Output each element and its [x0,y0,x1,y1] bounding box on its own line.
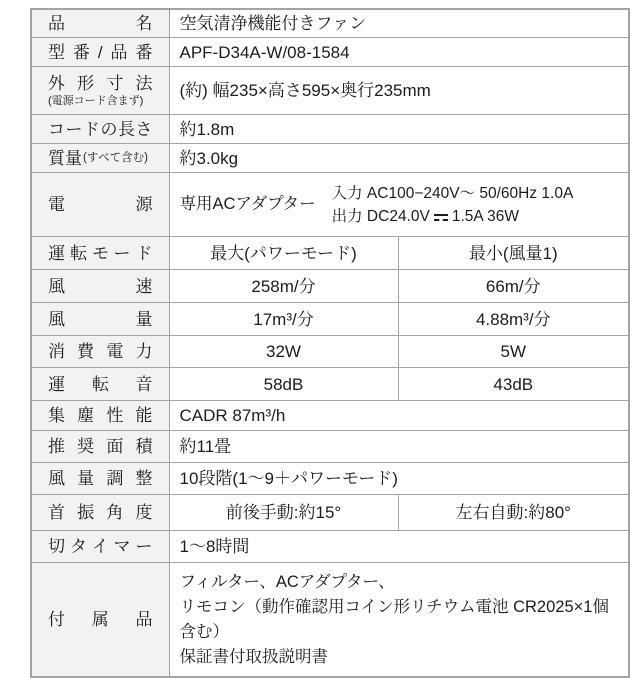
row-value-horizontal: 左右自動:約80° [398,495,629,531]
power-spec [180,180,619,231]
power-input-line: 入力 AC100−240V～ 50/60Hz 1.0A [331,184,574,202]
power-adapter-text: 専用ACアダプター [179,195,316,214]
row-label [31,9,169,38]
row-label [31,237,169,270]
row-value: 10段階(1～9＋パワーモード) [169,463,629,495]
row-value-max: 17m³/分 [169,303,398,336]
row-label [31,431,169,463]
dc-symbol-icon [434,214,448,222]
row-label [31,368,169,401]
row-label [31,303,169,336]
row-dust-collection [31,401,629,431]
row-value-max: 58dB [169,368,398,401]
row-label-text: 付属品 [48,610,153,630]
row-value: CADR 87m³/h [169,401,629,431]
accessories-line: リモコン（動作確認用コイン形リチウム電池 CR2025×1個含む） [179,598,609,641]
row-label [31,336,169,368]
accessories-list [180,566,619,673]
row-label-text: 質量 [48,148,82,168]
row-value: 約1.8m [169,115,629,144]
power-output-prefix: 出力 DC24.0V [331,207,430,225]
row-label-text: 風量 [48,309,153,329]
row-value: (約) 幅235×高さ595×奥行235mm [169,67,629,115]
row-air-volume [31,303,629,336]
row-label [31,495,169,531]
row-label-text: 外形寸法 [48,73,153,93]
row-weight [31,144,629,173]
row-value [169,563,629,678]
power-output-suffix: 1.5A 36W [451,207,520,225]
row-value: 空気清浄機能付きファン [169,9,629,38]
row-label [31,463,169,495]
row-value: 1～8時間 [169,531,629,563]
row-label-text: 品名 [48,14,153,33]
row-value: 約11畳 [169,431,629,463]
row-value-vertical: 前後手動:約15° [169,495,398,531]
row-off-timer [31,531,629,563]
row-label [31,38,169,67]
spec-sheet [30,8,630,678]
row-value: 約3.0kg [169,144,629,173]
row-wind-speed [31,270,629,303]
row-recommended-area [31,431,629,463]
row-label-text: 風速 [48,276,153,296]
row-label-note: (電源コード含まず) [48,95,144,107]
row-label-text: 風量調整 [48,469,153,489]
row-value [169,173,629,237]
row-dimensions [31,67,629,115]
row-operation-mode [31,237,629,270]
power-output-line [332,205,574,228]
row-value-min: 5W [398,336,629,368]
row-label-text: 切タイマー [48,537,153,557]
row-label [31,401,169,431]
row-value: APF-D34A-W/08-1584 [169,38,629,67]
row-label-text: 運転モード [48,243,153,263]
row-label-text: 型番/品番 [48,42,153,62]
row-value-min: 最小(風量1) [398,237,629,270]
row-label [31,270,169,303]
row-value-max: 最大(パワーモード) [169,237,398,270]
row-label-text: コードの長さ [48,119,153,139]
accessories-line: フィルター、ACアダプター、 [179,573,395,592]
row-label [31,115,169,144]
row-label-text: 運転音 [48,374,153,394]
row-label-note: (すべて含む) [83,152,148,165]
row-label-text: 消費電力 [48,342,153,362]
row-label-text: 推奨面積 [48,437,153,457]
row-label [31,531,169,563]
row-product-name [31,9,629,38]
row-oscillation-angle [31,495,629,531]
row-label-group [48,148,153,169]
row-power-consumption [31,336,629,368]
row-label-text: 首振角度 [48,503,153,523]
row-power-supply [31,173,629,237]
row-accessories [31,563,629,678]
row-operating-noise [31,368,629,401]
row-model-number [31,38,629,67]
row-value-min: 43dB [398,368,629,401]
row-label [31,563,169,678]
row-value-min: 4.88m³/分 [398,303,629,336]
row-label [31,67,169,115]
power-io-lines [332,182,574,229]
row-airflow-adjustment [31,463,629,495]
row-cord-length [31,115,629,144]
row-label-text: 集塵性能 [48,406,153,426]
spec-table [30,8,630,678]
accessories-line: 保証書付取扱説明書 [179,647,328,666]
row-value-max: 258m/分 [169,270,398,303]
row-label [31,173,169,237]
row-label [31,144,169,173]
row-value-max: 32W [169,336,398,368]
row-value-min: 66m/分 [398,270,629,303]
row-label-text: 電源 [48,195,153,215]
